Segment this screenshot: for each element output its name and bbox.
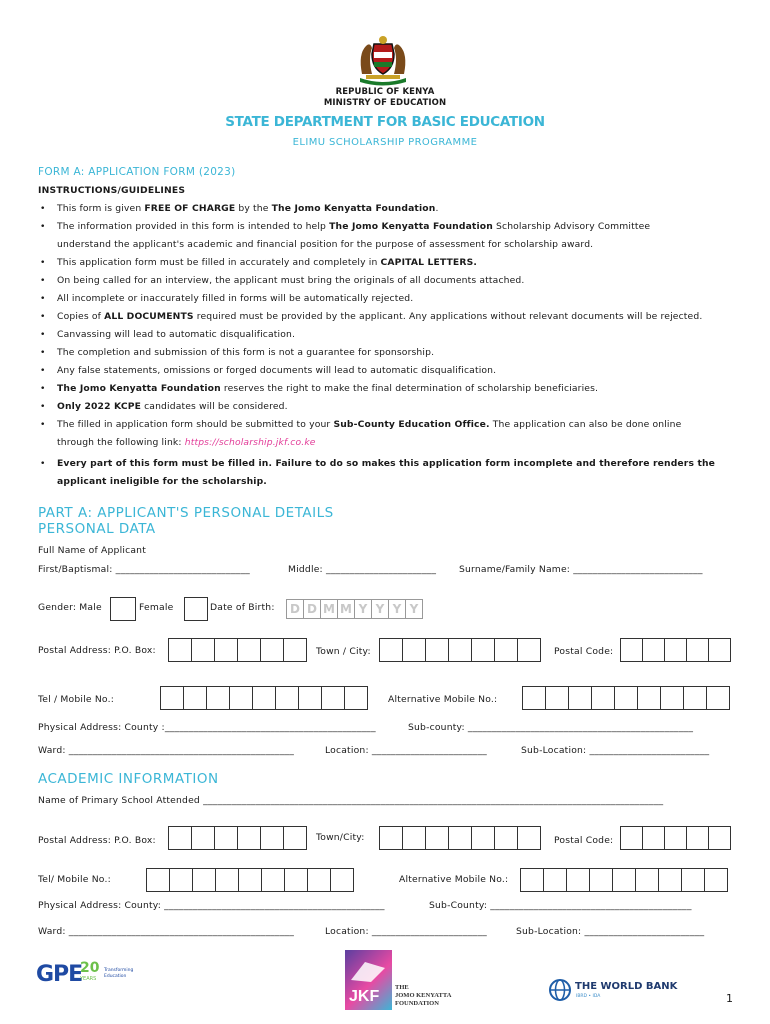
input-cell[interactable] <box>275 686 299 710</box>
academic-sublocation-field[interactable]: Sub-Location: _________________________ <box>516 926 705 937</box>
instructions-heading: INSTRUCTIONS/GUIDELINES <box>38 185 186 196</box>
input-cell[interactable] <box>238 868 262 892</box>
academic-postal-box-label: Postal Address: P.O. Box: <box>38 835 156 846</box>
instruction-item: • Copies of ALL DOCUMENTS required must be provided by the applicant. Any applications without relevant documents will be rejected. <box>38 308 750 326</box>
input-cell[interactable] <box>298 686 322 710</box>
personal-data-heading: PERSONAL DATA <box>38 521 156 537</box>
input-cell[interactable] <box>664 826 687 850</box>
input-cell[interactable] <box>237 826 261 850</box>
input-cell[interactable] <box>522 686 546 710</box>
input-cell[interactable] <box>237 638 261 662</box>
instruction-item: • The Jomo Kenyatta Foundation reserves the right to make the final determination of scholarship beneficiaries. <box>38 380 750 398</box>
instruction-item-continued: through the following link: https://scholarship.jkf.co.ke <box>57 437 316 448</box>
ministry-label: MINISTRY OF EDUCATION <box>323 98 447 108</box>
academic-tel-input[interactable] <box>146 868 353 892</box>
instructions-list <box>38 200 750 491</box>
jkf-wordmark: THE JOMO KENYATTA FOUNDATION <box>395 984 452 1007</box>
world-bank-sub: IBRD • IDA <box>576 994 601 999</box>
input-cell[interactable] <box>448 638 472 662</box>
input-cell[interactable] <box>330 868 354 892</box>
kenya-coat-of-arms-logo <box>352 34 414 86</box>
input-cell[interactable] <box>402 826 426 850</box>
input-cell[interactable] <box>494 638 518 662</box>
input-cell[interactable] <box>252 686 276 710</box>
academic-postal-box-input[interactable] <box>168 826 306 850</box>
subcounty-field[interactable]: Sub-county: _______________________________________________ <box>408 722 694 733</box>
instruction-item-continued: understand the applicant's academic and financial position for the purpose of assessment for scholarship award. <box>57 239 594 250</box>
town-label: Town / City: <box>316 646 371 657</box>
middle-name-field[interactable]: Middle: _______________________ <box>288 564 437 575</box>
instruction-item: • Only 2022 KCPE candidates will be considered. <box>38 398 750 416</box>
gender-female-checkbox[interactable] <box>184 597 208 621</box>
tel-label: Tel / Mobile No.: <box>38 694 114 705</box>
input-cell[interactable] <box>214 826 238 850</box>
input-cell[interactable] <box>664 638 687 662</box>
academic-postal-code-label: Postal Code: <box>554 835 614 846</box>
input-cell[interactable] <box>283 826 307 850</box>
input-cell[interactable] <box>402 638 426 662</box>
input-cell[interactable] <box>520 868 544 892</box>
input-cell[interactable] <box>379 826 403 850</box>
location-field[interactable]: Location: ________________________ <box>325 745 487 756</box>
input-cell[interactable] <box>191 638 215 662</box>
department-title: STATE DEPARTMENT FOR BASIC EDUCATION <box>225 114 545 130</box>
input-cell[interactable] <box>704 868 728 892</box>
instruction-item: • This application form must be filled in accurately and completely in CAPITAL LETTERS. <box>38 254 750 272</box>
dob-cell[interactable]: M <box>320 599 338 619</box>
input-cell[interactable] <box>543 868 567 892</box>
postal-box-label: Postal Address: P.O. Box: <box>38 645 156 656</box>
tel-input[interactable] <box>160 686 367 710</box>
academic-postal-code-input[interactable] <box>620 826 730 850</box>
dob-cell[interactable]: Y <box>388 599 406 619</box>
input-cell[interactable] <box>686 638 709 662</box>
input-cell[interactable] <box>379 638 403 662</box>
input-cell[interactable] <box>635 868 659 892</box>
input-cell[interactable] <box>494 826 518 850</box>
instruction-item: • This form is given FREE OF CHARGE by the The Jomo Kenyatta Foundation. <box>38 200 750 218</box>
input-cell[interactable] <box>620 638 643 662</box>
input-cell[interactable] <box>517 826 541 850</box>
gpe-tagline: Transforming Education <box>104 968 134 979</box>
first-name-field[interactable]: First/Baptismal: ____________________________ <box>38 564 250 575</box>
input-cell[interactable] <box>344 686 368 710</box>
gpe-logo-text: GPE <box>36 962 83 987</box>
input-cell[interactable] <box>706 686 730 710</box>
surname-field[interactable]: Surname/Family Name: ___________________________ <box>459 564 703 575</box>
input-cell[interactable] <box>686 826 709 850</box>
academic-location-field[interactable]: Location: ________________________ <box>325 926 487 937</box>
input-cell[interactable] <box>229 686 253 710</box>
gender-male-label: Gender: Male <box>38 602 102 613</box>
input-cell[interactable] <box>708 638 731 662</box>
academic-county-field[interactable]: Physical Address: County: ______________________________________________ <box>38 900 385 911</box>
input-cell[interactable] <box>589 868 613 892</box>
dob-cell[interactable]: Y <box>371 599 389 619</box>
academic-town-label: Town/City: <box>316 832 365 843</box>
input-cell[interactable] <box>660 686 684 710</box>
input-cell[interactable] <box>191 826 215 850</box>
input-cell[interactable] <box>637 686 661 710</box>
input-cell[interactable] <box>545 686 569 710</box>
input-cell[interactable] <box>517 638 541 662</box>
republic-label: REPUBLIC OF KENYA <box>335 87 435 97</box>
input-cell[interactable] <box>260 826 284 850</box>
instruction-item: • All incomplete or inaccurately filled in forms will be automatically rejected. <box>38 290 750 308</box>
dob-cell[interactable]: Y <box>354 599 372 619</box>
input-cell[interactable] <box>568 686 592 710</box>
input-cell[interactable] <box>168 638 192 662</box>
dob-cell[interactable]: D <box>303 599 321 619</box>
academic-alt-mobile-label: Alternative Mobile No.: <box>399 874 509 885</box>
postal-box-input[interactable] <box>168 638 306 662</box>
input-cell[interactable] <box>146 868 170 892</box>
gpe-years-text: YEARS <box>80 976 97 982</box>
alt-mobile-label: Alternative Mobile No.: <box>388 694 498 705</box>
jkf-logo-mark: JKF <box>349 988 380 1005</box>
programme-title: ELIMU SCHOLARSHIP PROGRAMME <box>292 137 478 148</box>
input-cell[interactable] <box>307 868 331 892</box>
input-cell[interactable] <box>681 868 705 892</box>
input-cell[interactable] <box>642 638 665 662</box>
academic-town-input[interactable] <box>379 826 540 850</box>
input-cell[interactable] <box>425 638 449 662</box>
input-cell[interactable] <box>612 868 636 892</box>
instruction-item: • The completion and submission of this form is not a guarantee for sponsorship. <box>38 344 750 362</box>
input-cell[interactable] <box>321 686 345 710</box>
input-cell[interactable] <box>642 826 665 850</box>
dob-cell[interactable]: Y <box>405 599 423 619</box>
input-cell[interactable] <box>168 826 192 850</box>
instruction-item: • The information provided in this form is intended to help The Jomo Kenyatta Foundation Scholarship Advisory Committee <box>38 218 750 236</box>
gender-female-label: Female <box>139 602 174 613</box>
instruction-item: • Every part of this form must be filled in. Failure to do so makes this application form incomplete and therefore renders the <box>38 455 750 473</box>
academic-alt-mobile-input[interactable] <box>520 868 727 892</box>
input-cell[interactable] <box>658 868 682 892</box>
postal-code-label: Postal Code: <box>554 646 614 657</box>
alt-mobile-input[interactable] <box>522 686 729 710</box>
input-cell[interactable] <box>183 686 207 710</box>
input-cell[interactable] <box>283 638 307 662</box>
academic-ward-field[interactable]: Ward: _______________________________________________ <box>38 926 295 937</box>
page-number: 1 <box>726 992 733 1005</box>
input-cell[interactable] <box>160 686 184 710</box>
globe-icon <box>548 978 572 1002</box>
academic-tel-label: Tel/ Mobile No.: <box>38 874 111 885</box>
gender-male-checkbox[interactable] <box>110 597 136 621</box>
input-cell[interactable] <box>448 826 472 850</box>
input-cell[interactable] <box>260 638 284 662</box>
dob-input[interactable] <box>286 599 422 619</box>
instruction-item: • Canvassing will lead to automatic disqualification. <box>38 326 750 344</box>
scholarship-link[interactable]: https://scholarship.jkf.co.ke <box>184 437 316 448</box>
input-cell[interactable] <box>683 686 707 710</box>
part-a-heading: PART A: APPLICANT'S PERSONAL DETAILS <box>38 505 334 521</box>
input-cell[interactable] <box>284 868 308 892</box>
input-cell[interactable] <box>620 826 643 850</box>
form-title: FORM A: APPLICATION FORM (2023) <box>38 166 236 178</box>
sublocation-field[interactable]: Sub-Location: _________________________ <box>521 745 710 756</box>
instruction-item-continued: applicant ineligible for the scholarship. <box>57 476 267 487</box>
instruction-item: • The filled in application form should be submitted to your Sub-County Education Office. The application can also be done online <box>38 416 750 434</box>
academic-heading: ACADEMIC INFORMATION <box>38 771 219 787</box>
gpe-logo <box>36 962 146 992</box>
input-cell[interactable] <box>591 686 615 710</box>
town-input[interactable] <box>379 638 540 662</box>
input-cell[interactable] <box>566 868 590 892</box>
input-cell[interactable] <box>215 868 239 892</box>
input-cell[interactable] <box>214 638 238 662</box>
input-cell[interactable] <box>192 868 216 892</box>
dob-cell[interactable]: M <box>337 599 355 619</box>
jkf-logo <box>345 950 392 1010</box>
county-field[interactable]: Physical Address: County :____________________________________________ <box>38 722 376 733</box>
input-cell[interactable] <box>206 686 230 710</box>
primary-school-field[interactable]: Name of Primary School Attended ________________________________________________________________________________________________ <box>38 795 664 806</box>
dob-label: Date of Birth: <box>210 602 275 613</box>
input-cell[interactable] <box>471 638 495 662</box>
postal-code-input[interactable] <box>620 638 730 662</box>
input-cell[interactable] <box>614 686 638 710</box>
instruction-item: • Any false statements, omissions or forged documents will lead to automatic disqualification. <box>38 362 750 380</box>
input-cell[interactable] <box>261 868 285 892</box>
full-name-label: Full Name of Applicant <box>38 545 146 556</box>
academic-subcounty-field[interactable]: Sub-County: __________________________________________ <box>429 900 692 911</box>
gpe-20-text: 20 <box>80 960 100 976</box>
ward-field[interactable]: Ward: _______________________________________________ <box>38 745 295 756</box>
world-bank-text: THE WORLD BANK <box>575 981 678 992</box>
input-cell[interactable] <box>471 826 495 850</box>
instruction-item: • On being called for an interview, the applicant must bring the originals of all documents attached. <box>38 272 750 290</box>
input-cell[interactable] <box>425 826 449 850</box>
input-cell[interactable] <box>708 826 731 850</box>
input-cell[interactable] <box>169 868 193 892</box>
dob-cell[interactable]: D <box>286 599 304 619</box>
